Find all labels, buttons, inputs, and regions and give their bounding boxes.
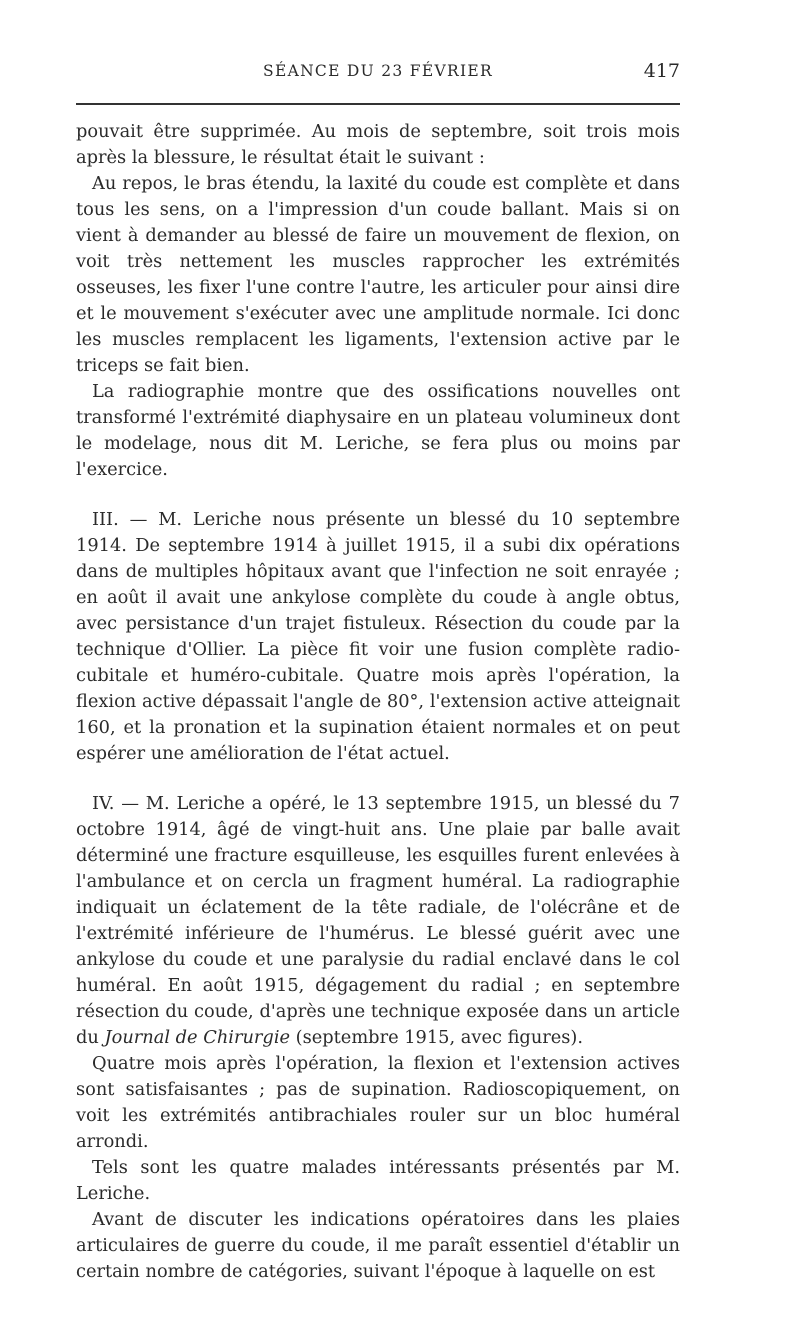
paragraph-case-4: [76, 791, 680, 1051]
paragraph-case-3: III. — M. Leriche nous présente un blessé du 10 septembre 1914. De septembre 1914 à juillet 1915, il a subi dix opérations dans de multiples hôpitaux avant que l'infection ne soit enrayée ; en août il avait une ankylose complète du coude à angle obtus, avec persistance d'un trajet fistuleux. Résection du coude par la technique d'Ollier. La pièce fit voir une fusion complète radio-cubitale et huméro-cubitale. Quatre mois après l'opération, la flexion active dépassait l'angle de 80°, l'extension active atteignait 160, et la pronation et la supination étaient normales et on peut espérer une amélioration de l'état actuel.: [76, 509, 680, 764]
body-text: [76, 119, 680, 1285]
paragraph-8: Avant de discuter les indications opératoires dans les plaies articulaires de guerre du coude, il me paraît essentiel d'établir un certain nombre de catégories, suivant l'époque à laquelle on est: [76, 1209, 680, 1282]
paragraph-1: pouvait être supprimée. Au mois de septembre, soit trois mois après la blessure, le résultat était le suivant :: [76, 121, 680, 168]
paragraph-7: Tels sont les quatre malades intéressants présentés par M. Leriche.: [76, 1157, 680, 1204]
header-rule: [76, 103, 680, 105]
case-4-citation: (septembre 1915, avec figures).: [290, 1027, 584, 1048]
page-number: 417: [643, 60, 680, 82]
paragraph-3: La radiographie montre que des ossifications nouvelles ont transformé l'extrémité diaphysaire en un plateau volumineux dont le modelage, nous dit M. Leriche, se fera plus ou moins par l'exercice.: [76, 381, 680, 480]
paragraph-6: Quatre mois après l'opération, la flexion et l'extension actives sont satisfaisantes ; pas de supination. Radioscopiquement, on voit les extrémités antibrachiales rouler sur un bloc huméral arrondi.: [76, 1053, 680, 1152]
running-title: SÉANCE DU 23 FÉVRIER: [263, 62, 493, 80]
case-4-text: IV. — M. Leriche a opéré, le 13 septembre 1915, un blessé du 7 octobre 1914, âgé de vingt-huit ans. Une plaie par balle avait déterminé une fracture esquilleuse, les esquilles furent enlevées à l'ambulance et on cercla un fragment huméral. La radiographie indiquait un éclatement de la tête radiale, de l'olécrâne et de l'extrémité inférieure de l'humérus. Le blessé guérit avec une ankylose du coude et une paralysie du radial enclavé dans le col huméral. En août 1915, dégagement du radial ; en septembre résection du coude, d'après une technique exposée dans un article du: [76, 793, 680, 1048]
journal-title: Journal de Chirurgie: [104, 1027, 291, 1048]
page-header: [76, 62, 680, 90]
paragraph-2: Au repos, le bras étendu, la laxité du coude est complète et dans tous les sens, on a l'impression d'un coude ballant. Mais si on vient à demander au blessé de faire un mouvement de flexion, on voit très nettement les muscles rapprocher les extrémités osseuses, les fixer l'une contre l'autre, les articuler pour ainsi dire et le mouvement s'exécuter avec une amplitude normale. Ici donc les muscles remplacent les ligaments, l'extension active par le triceps se fait bien.: [76, 173, 680, 376]
